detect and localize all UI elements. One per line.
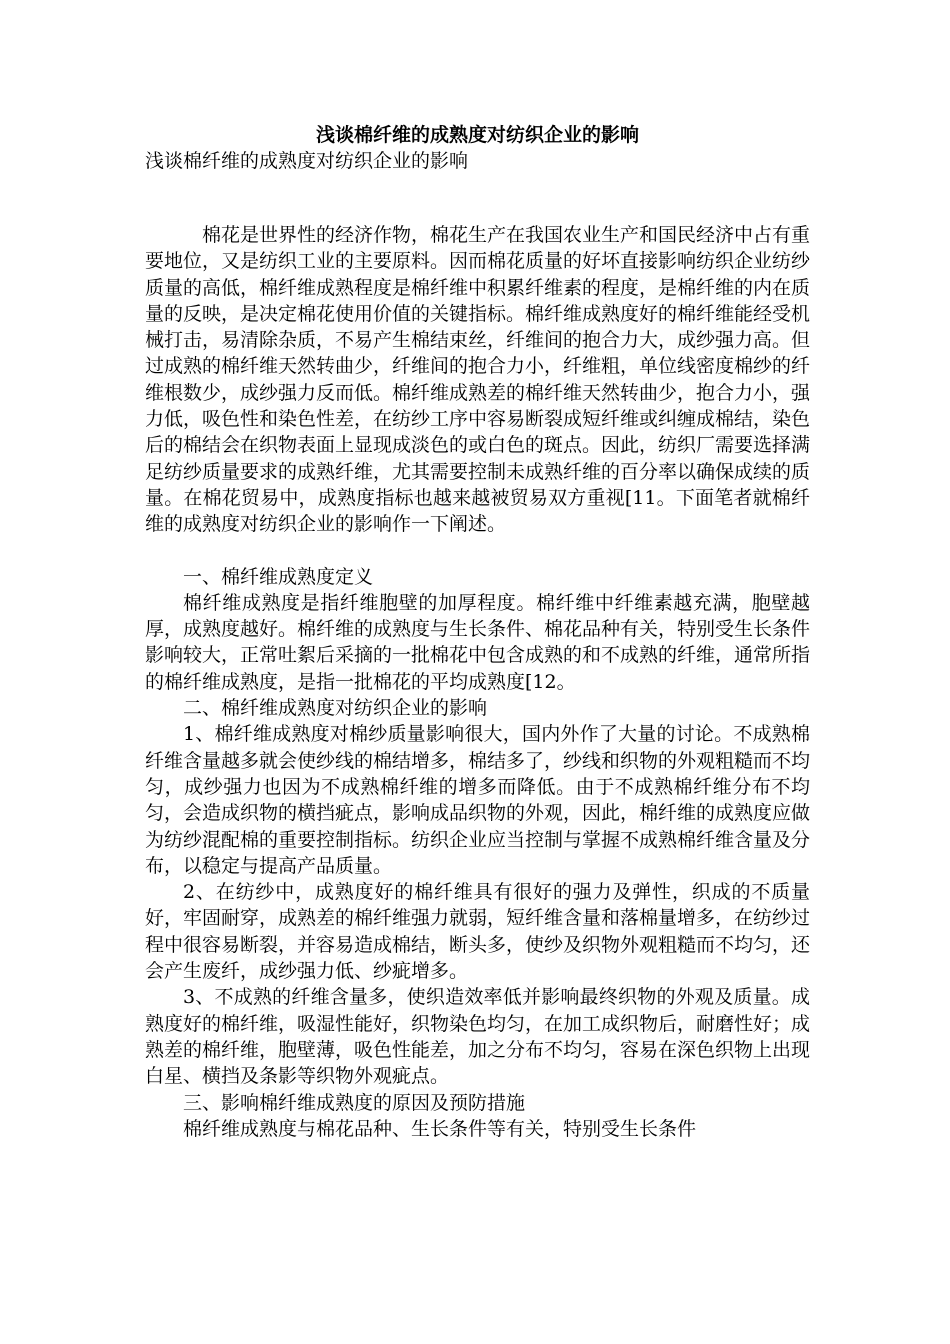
intro-paragraph: 棉花是世界性的经济作物，棉花生产在我国农业生产和国民经济中占有重要地位，又是纺织工业的主要原料。因而棉花质量的好坏直接影响纺织企业纺纱质量的高低，棉纤维成熟程度是棉纤维中积累纤维素的程度，是棉纤维的内在质量的反映，是决定棉花使用价值的关键指标。棉纤维成熟度好的棉纤维能经受机械打击，易清除杂质，不易产生棉结束丝，纤维间的抱合力大，成纱强力高。但过成熟的棉纤维天然转曲少，纤维间的抱合力小，纤维粗，单位线密度棉纱的纤维根数少，成纱强力反而低。棉纤维成熟差的棉纤维天然转曲少，抱合力小，强力低，吸色性和染色性差，在纺纱工序中容易断裂成短纤维或纠缠成棉结，染色后的棉结会在织物表面上显现成淡色的或白色的斑点。因此，纺织厂需要选择满足纺纱质量要求的成熟纤维，尤其需要控制未成熟纤维的百分率以确保成续的质量。在棉花贸易中，成熟度指标也越来越被贸易双方重视[11。下面笔者就棉纤维的成熟度对纺织企业的影响作一下阐述。 — [145, 224, 811, 536]
section-2-paragraph-1: 1、棉纤维成熟度对棉纱质量影响很大，国内外作了大量的讨论。不成熟棉纤维含量越多就会使纱线的棉结增多，棉结多了，纱线和织物的外观粗糙而不均匀，成纱强力也因为不成熟棉纤维的增多而降低。由于不成熟棉纤维分布不均匀，会造成织物的横挡疵点，影响成品织物的外观，因此，棉纤维的成熟度应做为纺纱混配棉的重要控制指标。纺织企业应当控制与掌握不成熟棉纤维含量及分布，以稳定与提高产品质量。 — [145, 723, 811, 877]
section-3-heading: 三、影响棉纤维成熟度的原因及预防措施 — [183, 1091, 526, 1114]
paragraph-spacer — [145, 538, 810, 564]
section-3-paragraph: 棉纤维成熟度与棉花品种、生长条件等有关，特别受生长条件 — [183, 1117, 697, 1140]
section-2-paragraph-3: 3、不成熟的纤维含量多，使织造效率低并影响最终织物的外观及质量。成熟度好的棉纤维，吸湿性能好，织物染色均匀，在加工成织物后，耐磨性好；成熟差的棉纤维，胞壁薄，吸色性能差，加之分布不均匀，容易在深色织物上出现白星、横挡及条影等织物外观疵点。 — [145, 986, 811, 1088]
section-1-heading: 一、棉纤维成熟度定义 — [183, 565, 374, 588]
document-page — [145, 122, 810, 1142]
section-2-paragraph-2: 2、在纺纱中，成熟度好的棉纤维具有很好的强力及弹性，织成的不质量好，牢固耐穿，成熟差的棉纤维强力就弱，短纤维含量和落棉量增多，在纺纱过程中很容易断裂，并容易造成棉结，断头多，使纱及织物外观粗糙而不均匀，还会产生废纤，成纱强力低、纱疵增多。 — [145, 881, 811, 983]
section-1-paragraph: 棉纤维成熟度是指纤维胞壁的加厚程度。棉纤维中纤维素越充满，胞壁越厚，成熟度越好。棉纤维的成熟度与生长条件、棉花品种有关，特别受生长条件影响较大，正常吐絮后采摘的一批棉花中包含成熟的和不成熟的纤维，通常所指的棉纤维成熟度，是指一批棉花的平均成熟度[12。 — [145, 591, 811, 693]
document-subtitle: 浅谈棉纤维的成熟度对纺织企业的影响 — [145, 150, 469, 172]
document-title: 浅谈棉纤维的成熟度对纺织企业的影响 — [315, 124, 639, 146]
section-2-heading: 二、棉纤维成熟度对纺织企业的影响 — [183, 697, 488, 720]
